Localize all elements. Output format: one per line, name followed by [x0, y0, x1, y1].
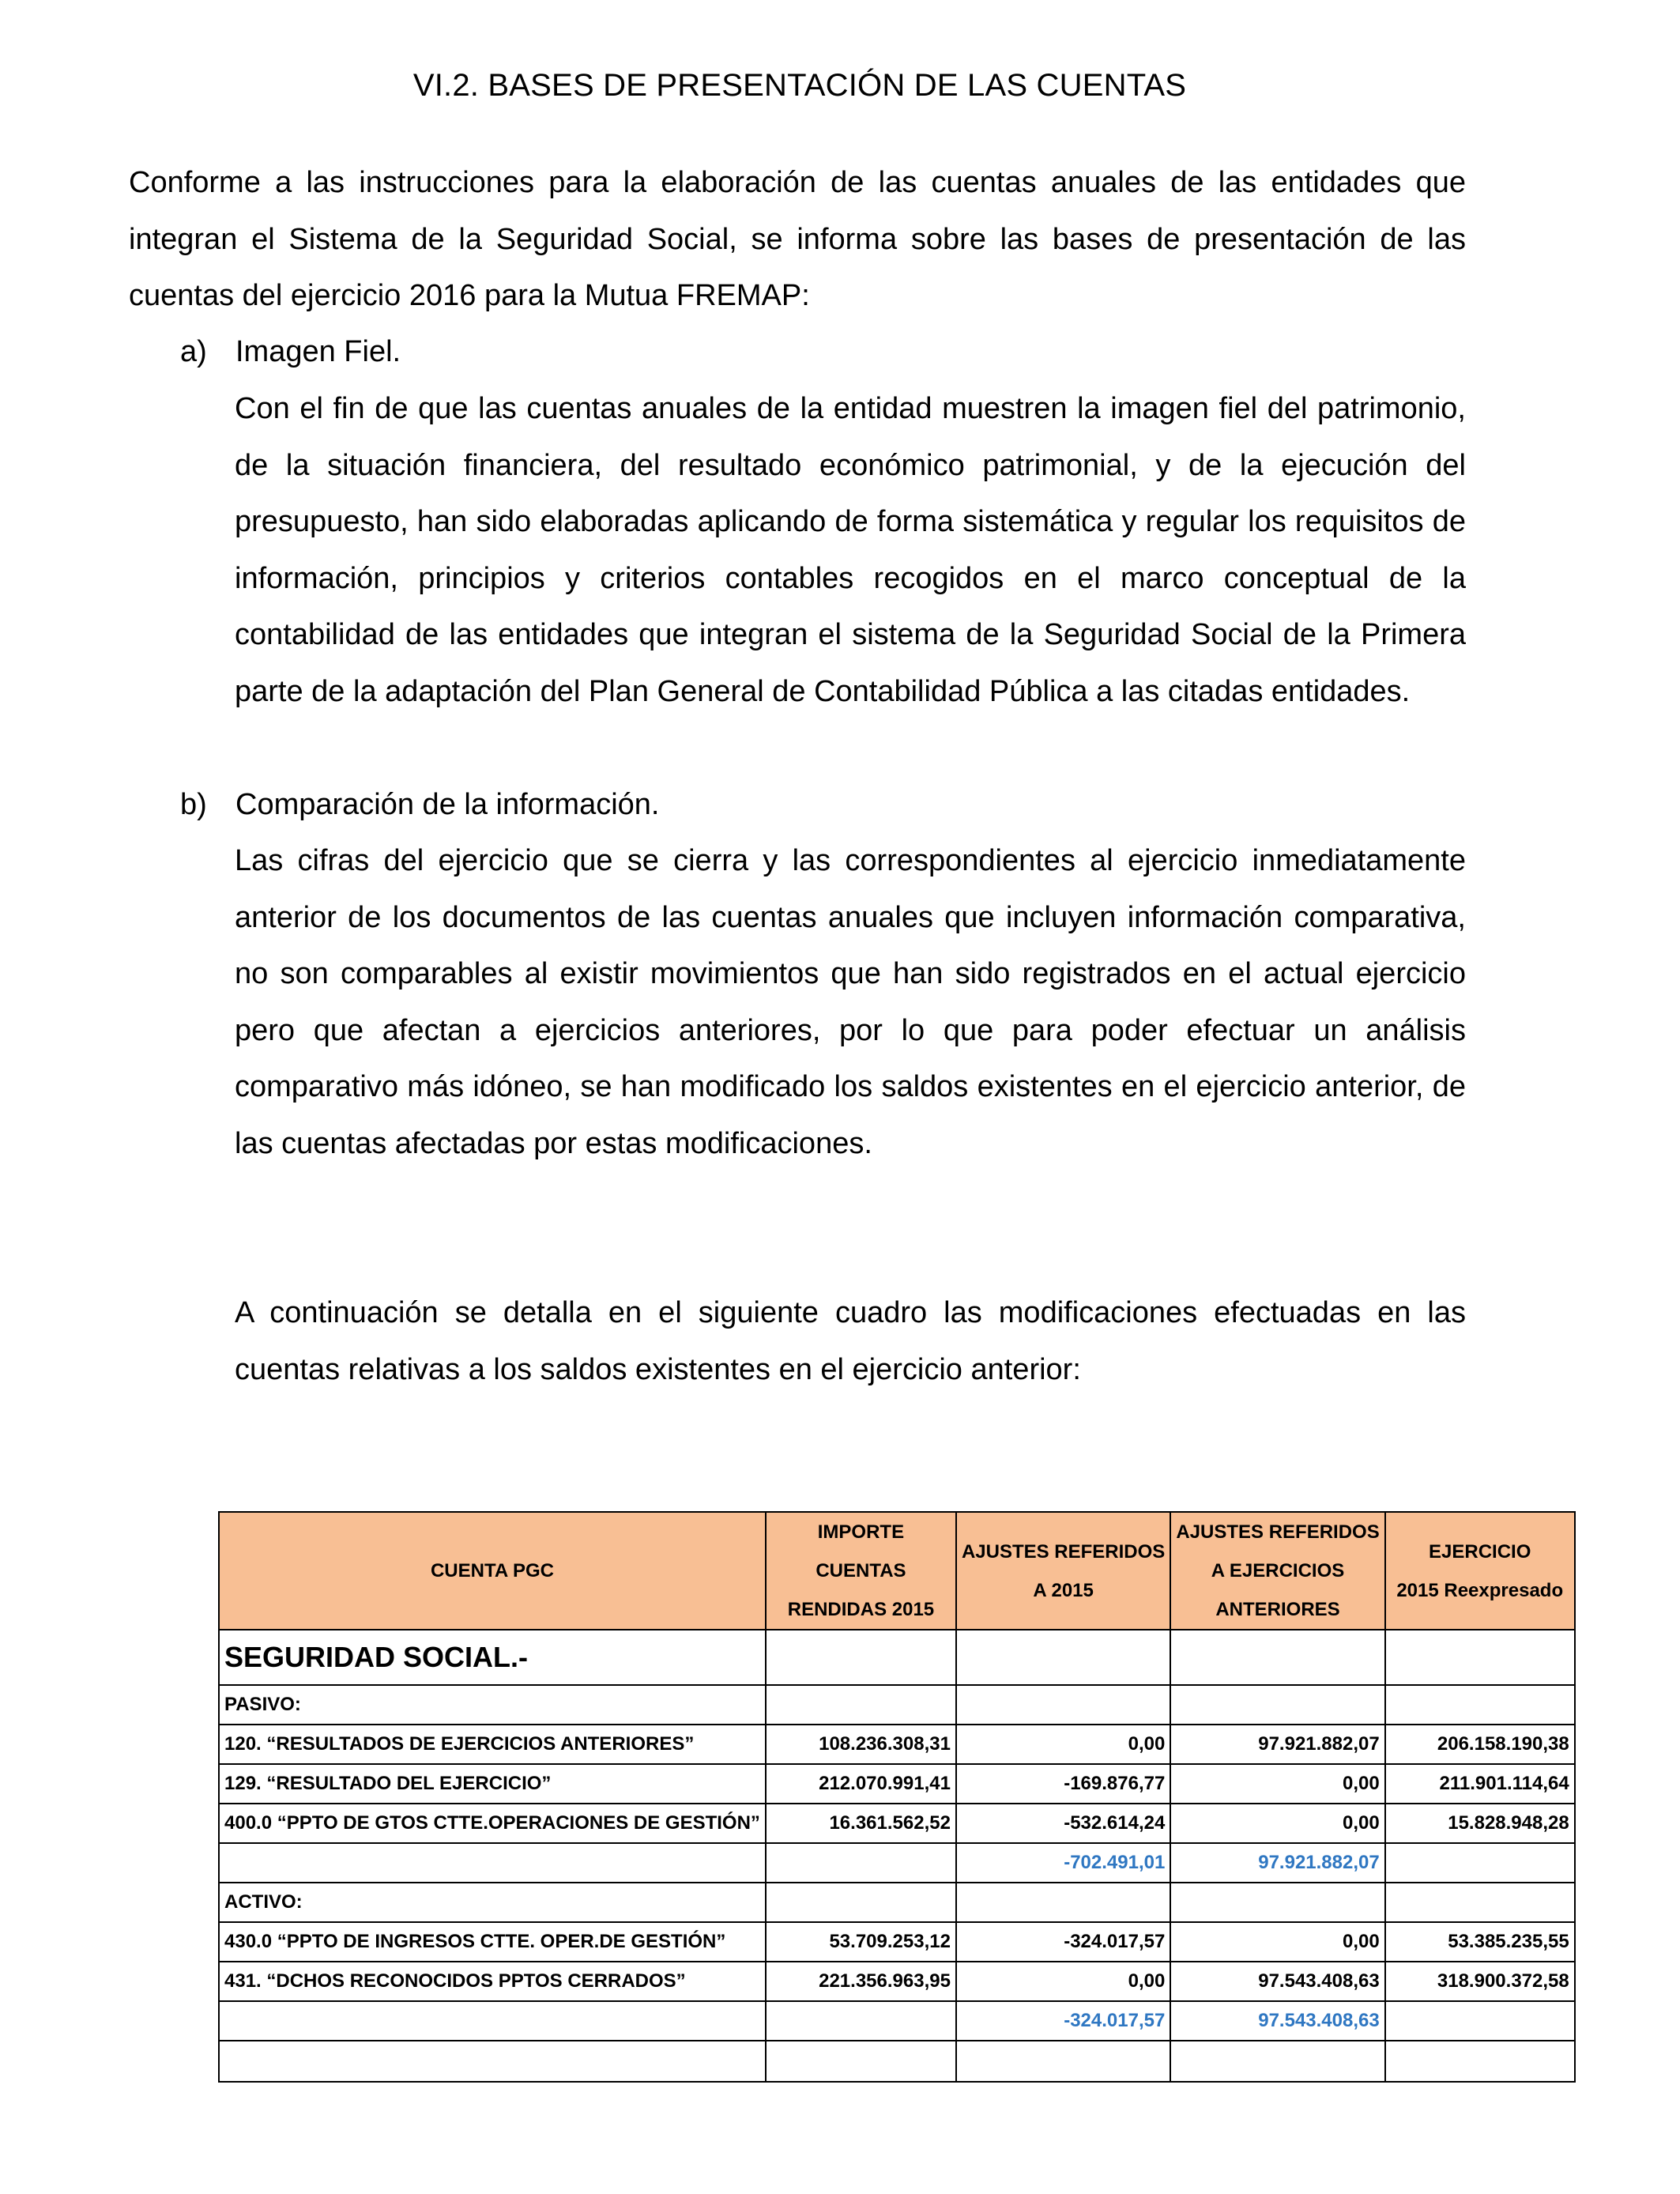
cell-ejercicio: 15.828.948,28 — [1385, 1804, 1575, 1843]
section-b-heading — [180, 777, 1466, 834]
activo-total-ajustes-anteriores: 97.543.408,63 — [1170, 2001, 1384, 2041]
cell-cuenta: 120. “RESULTADOS DE EJERCICIOS ANTERIORES” — [219, 1725, 766, 1764]
header-ajustes-anteriores-line-1: AJUSTES REFERIDOS — [1176, 1521, 1380, 1543]
table-row — [219, 1764, 1575, 1804]
cell-importe: 53.709.253,12 — [766, 1922, 956, 1962]
cell-importe: 221.356.963,95 — [766, 1962, 956, 2001]
header-ejercicio-line-1: EJERCICIO — [1429, 1540, 1531, 1563]
cell-ejercicio: 211.901.114,64 — [1385, 1764, 1575, 1804]
cell-ajustes-anteriores: 0,00 — [1170, 1764, 1384, 1804]
table-header-row — [219, 1512, 1575, 1630]
cell-cuenta: 430.0 “PPTO DE INGRESOS CTTE. OPER.DE GESTIÓN” — [219, 1922, 766, 1962]
header-ajustes-2015-line-1: AJUSTES REFERIDOS — [961, 1540, 1166, 1563]
header-ejercicio — [1385, 1512, 1575, 1630]
activo-label: ACTIVO: — [219, 1883, 766, 1922]
cell-ajustes-anteriores: 0,00 — [1170, 1804, 1384, 1843]
section-a-marker: a) — [180, 335, 207, 368]
pasivo-total-ajustes-anteriores: 97.921.882,07 — [1170, 1843, 1384, 1883]
section-b-title: Comparación de la información. — [235, 788, 660, 821]
cell-cuenta: 400.0 “PPTO DE GTOS CTTE.OPERACIONES DE GESTIÓN” — [219, 1804, 766, 1843]
section-label: SEGURIDAD SOCIAL.- — [219, 1630, 766, 1685]
header-ajustes-anteriores-line-2: A EJERCICIOS — [1211, 1560, 1345, 1581]
header-importe — [766, 1512, 956, 1630]
intro-paragraph: Conforme a las instrucciones para la elaboración de las cuentas anuales de las entidades que integran el Sistema de la Seguridad Social, se informa sobre las bases de presentación de las cuentas del ejercicio 2016 para la Mutua FREMAP: — [129, 166, 1466, 312]
cell-ejercicio: 206.158.190,38 — [1385, 1725, 1575, 1764]
section-b-marker: b) — [180, 788, 207, 821]
table-row-pasivo-label — [219, 1685, 1575, 1725]
table-row-section — [219, 1630, 1575, 1685]
cell-ajustes-anteriores: 0,00 — [1170, 1922, 1384, 1962]
header-cuenta-pgc: CUENTA PGC — [219, 1512, 766, 1630]
pasivo-total-ajustes-2015: -702.491,01 — [956, 1843, 1170, 1883]
header-ajustes-2015-line-2: A 2015 — [1033, 1579, 1094, 1601]
section-a-heading — [180, 324, 1466, 381]
header-ajustes-anteriores — [1170, 1512, 1384, 1630]
cell-ajustes-anteriores: 97.921.882,07 — [1170, 1725, 1384, 1764]
table-row — [219, 1962, 1575, 2001]
header-ajustes-anteriores-line-3: ANTERIORES — [1215, 1599, 1340, 1620]
header-ajustes-2015 — [956, 1512, 1170, 1630]
table-row-activo-label — [219, 1883, 1575, 1922]
table-row-empty — [219, 2041, 1575, 2082]
table-row-activo-totals — [219, 2001, 1575, 2041]
section-b-body: Las cifras del ejercicio que se cierra y las correspondientes al ejercicio inmediatamente anterior de los documentos de las cuentas anuales que incluyen información comparativa, no son comparables al existir movimientos que han sido registrados en el actual ejercicio pero que afectan a ejercicios anteriores, por lo que para poder efectuar un análisis comparativo más idóneo, se han modificado los saldos existentes en el ejercicio anterior, de las cuentas afectadas por estas modificaciones. — [235, 844, 1466, 1160]
table-row-pasivo-totals — [219, 1843, 1575, 1883]
closing-paragraph: A continuación se detalla en el siguiente cuadro las modificaciones efectuadas en las cuentas relativas a los saldos existentes en el ejercicio anterior: — [235, 1296, 1466, 1386]
section-a-title: Imagen Fiel. — [235, 335, 401, 368]
adjustments-table — [218, 1511, 1576, 2083]
header-ejercicio-line-2: 2015 Reexpresado — [1396, 1579, 1564, 1601]
cell-cuenta: 129. “RESULTADO DEL EJERCICIO” — [219, 1764, 766, 1804]
table-row — [219, 1725, 1575, 1764]
cell-ajustes-anteriores: 97.543.408,63 — [1170, 1962, 1384, 2001]
cell-ajustes-2015: -169.876,77 — [956, 1764, 1170, 1804]
cell-ajustes-2015: 0,00 — [956, 1962, 1170, 2001]
cell-importe: 16.361.562,52 — [766, 1804, 956, 1843]
cell-ejercicio: 53.385.235,55 — [1385, 1922, 1575, 1962]
header-importe-line-3: RENDIDAS 2015 — [787, 1599, 935, 1620]
cell-ajustes-2015: 0,00 — [956, 1725, 1170, 1764]
cell-ajustes-2015: -324.017,57 — [956, 1922, 1170, 1962]
page-title: VI.2. BASES DE PRESENTACIÓN DE LAS CUENTAS — [412, 68, 1187, 103]
cell-importe: 108.236.308,31 — [766, 1725, 956, 1764]
cell-ejercicio: 318.900.372,58 — [1385, 1962, 1575, 2001]
pasivo-label: PASIVO: — [219, 1685, 766, 1725]
table-row — [219, 1804, 1575, 1843]
cell-cuenta: 431. “DCHOS RECONOCIDOS PPTOS CERRADOS” — [219, 1962, 766, 2001]
cell-importe: 212.070.991,41 — [766, 1764, 956, 1804]
table-row — [219, 1922, 1575, 1962]
header-importe-line-2: CUENTAS — [816, 1560, 906, 1581]
activo-total-ajustes-2015: -324.017,57 — [956, 2001, 1170, 2041]
cell-ajustes-2015: -532.614,24 — [956, 1804, 1170, 1843]
section-a-body: Con el fin de que las cuentas anuales de la entidad muestren la imagen fiel del patrimonio, de la situación financiera, del resultado económico patrimonial, y de la ejecución del presupuesto, han sido elaboradas aplicando de forma sistemática y regular los requisitos de información, principios y criterios contables recogidos en el marco conceptual de la contabilidad de las entidades que integran el sistema de la Seguridad Social de la Primera parte de la adaptación del Plan General de Contabilidad Pública a las citadas entidades. — [235, 392, 1466, 708]
header-importe-line-1: IMPORTE — [817, 1521, 905, 1543]
